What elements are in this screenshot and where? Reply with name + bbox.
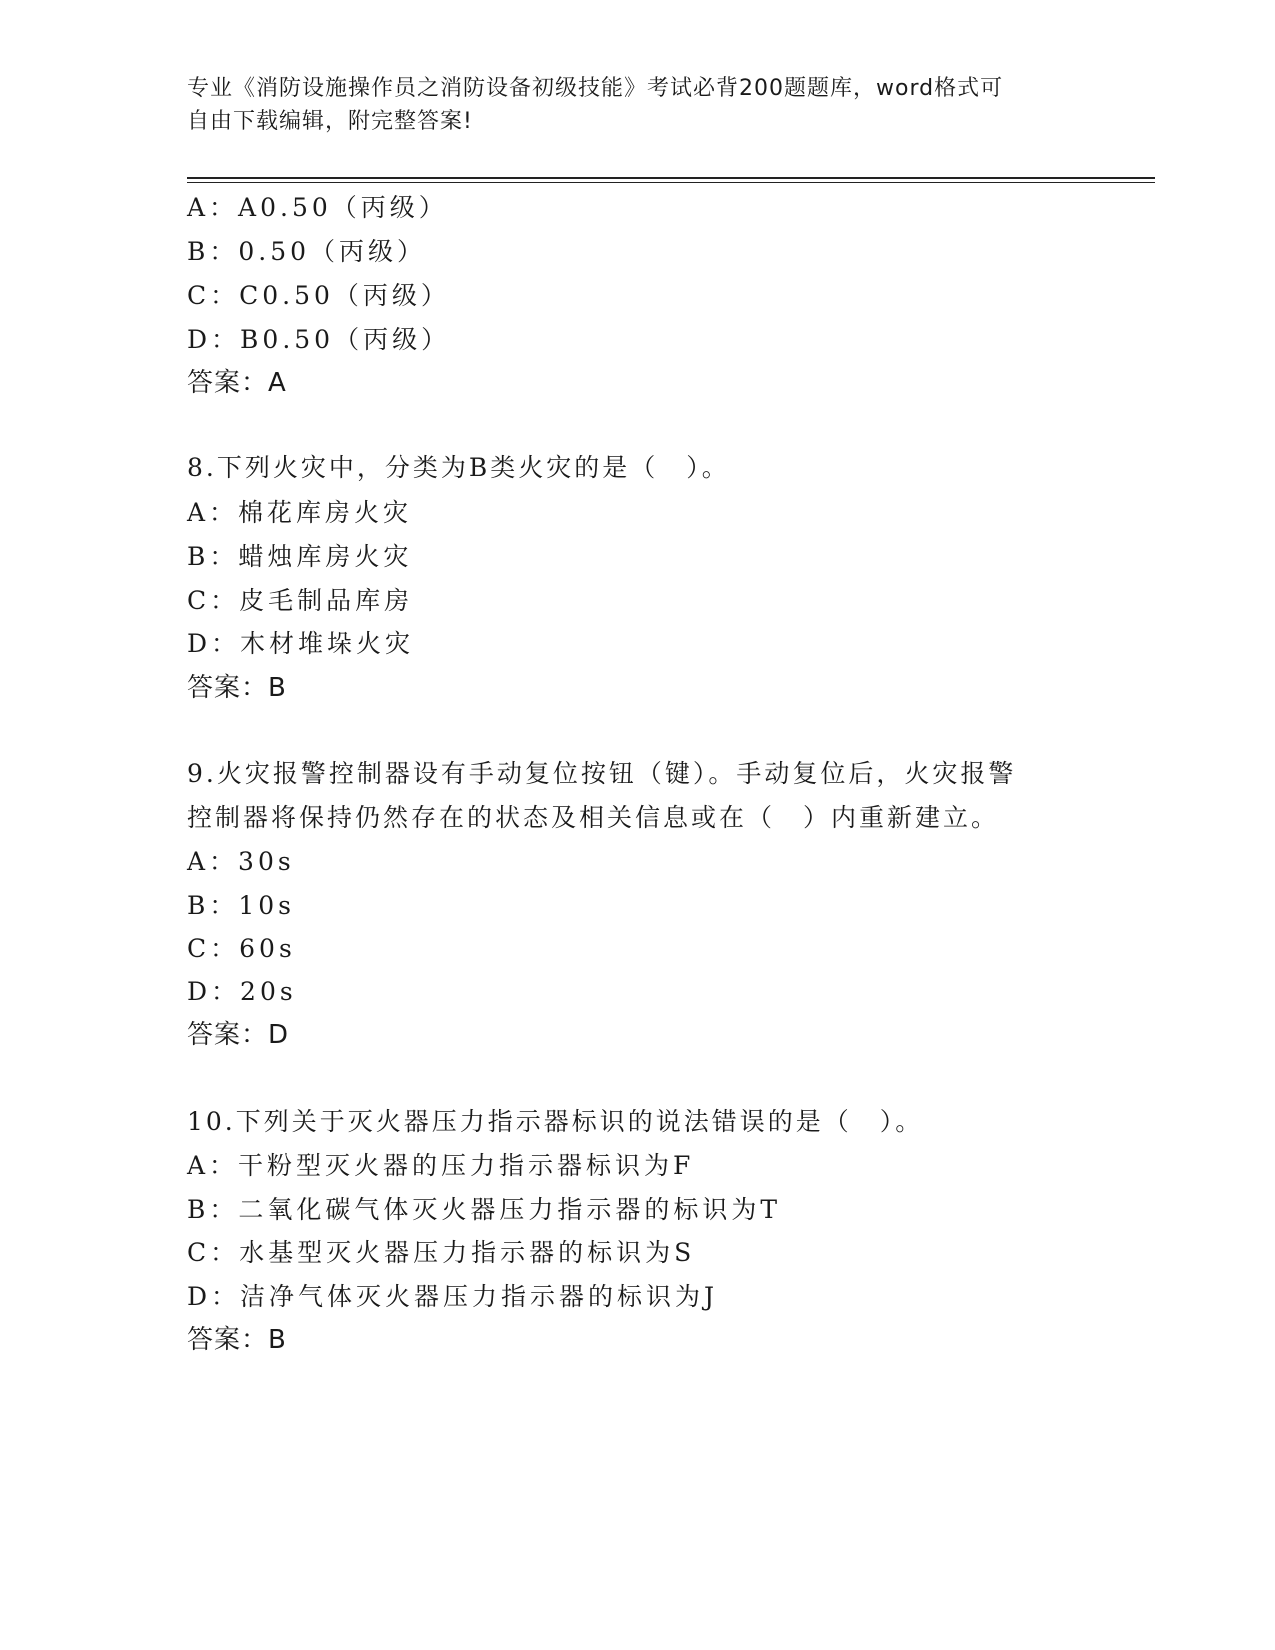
q10-option-b: B：二氧化碳气体灭火器压力指示器的标识为T [187, 1195, 782, 1224]
header-line-2: 自由下载编辑，附完整答案! [187, 109, 473, 134]
q8-option-c: C：皮毛制品库房 [187, 586, 414, 615]
q9-question-line-1: 9.火灾报警控制器设有手动复位按钮（键）。手动复位后，火灾报警 [187, 759, 1017, 788]
q10-answer: 答案：B [187, 1325, 287, 1355]
q7-option-a: A：A0.50（丙级） [187, 193, 448, 222]
q8-question: 8.下列火灾中，分类为B类火灾的是（ ）。 [187, 453, 730, 482]
q10-option-d: D：洁净气体灭火器压力指示器的标识为J [187, 1282, 719, 1311]
q7-answer: 答案：A [187, 368, 287, 398]
q10-option-c: C：水基型灭火器压力指示器的标识为S [187, 1238, 696, 1267]
q10-question: 10.下列关于灭火器压力指示器标识的说法错误的是（ ）。 [187, 1107, 924, 1136]
q9-option-d: D：20s [187, 977, 297, 1006]
header-rule-thick [187, 177, 1155, 179]
q7-option-d: D：B0.50（丙级） [187, 325, 451, 354]
q9-option-b: B：10s [187, 891, 296, 920]
header-line-1: 专业《消防设施操作员之消防设备初级技能》考试必背200题题库，word格式可 [187, 76, 1004, 101]
q8-option-a: A：棉花库房火灾 [187, 498, 413, 527]
q8-option-d: D：木材堆垛火灾 [187, 629, 415, 658]
q8-option-b: B：蜡烛库房火灾 [187, 542, 413, 571]
header-rule-thin [187, 182, 1155, 183]
q9-answer: 答案：D [187, 1020, 290, 1050]
document-header [187, 72, 1087, 138]
q10-option-a: A：干粉型灭火器的压力指示器标识为F [187, 1151, 695, 1180]
q9-question-line-2: 控制器将保持仍然存在的状态及相关信息或在（ ）内重新建立。 [187, 803, 1000, 832]
q7-option-b: B：0.50（丙级） [187, 237, 427, 266]
q9-option-a: A：30s [187, 847, 295, 876]
q9-option-c: C：60s [187, 934, 296, 963]
q8-answer: 答案：B [187, 673, 287, 703]
q7-option-c: C：C0.50（丙级） [187, 281, 450, 310]
